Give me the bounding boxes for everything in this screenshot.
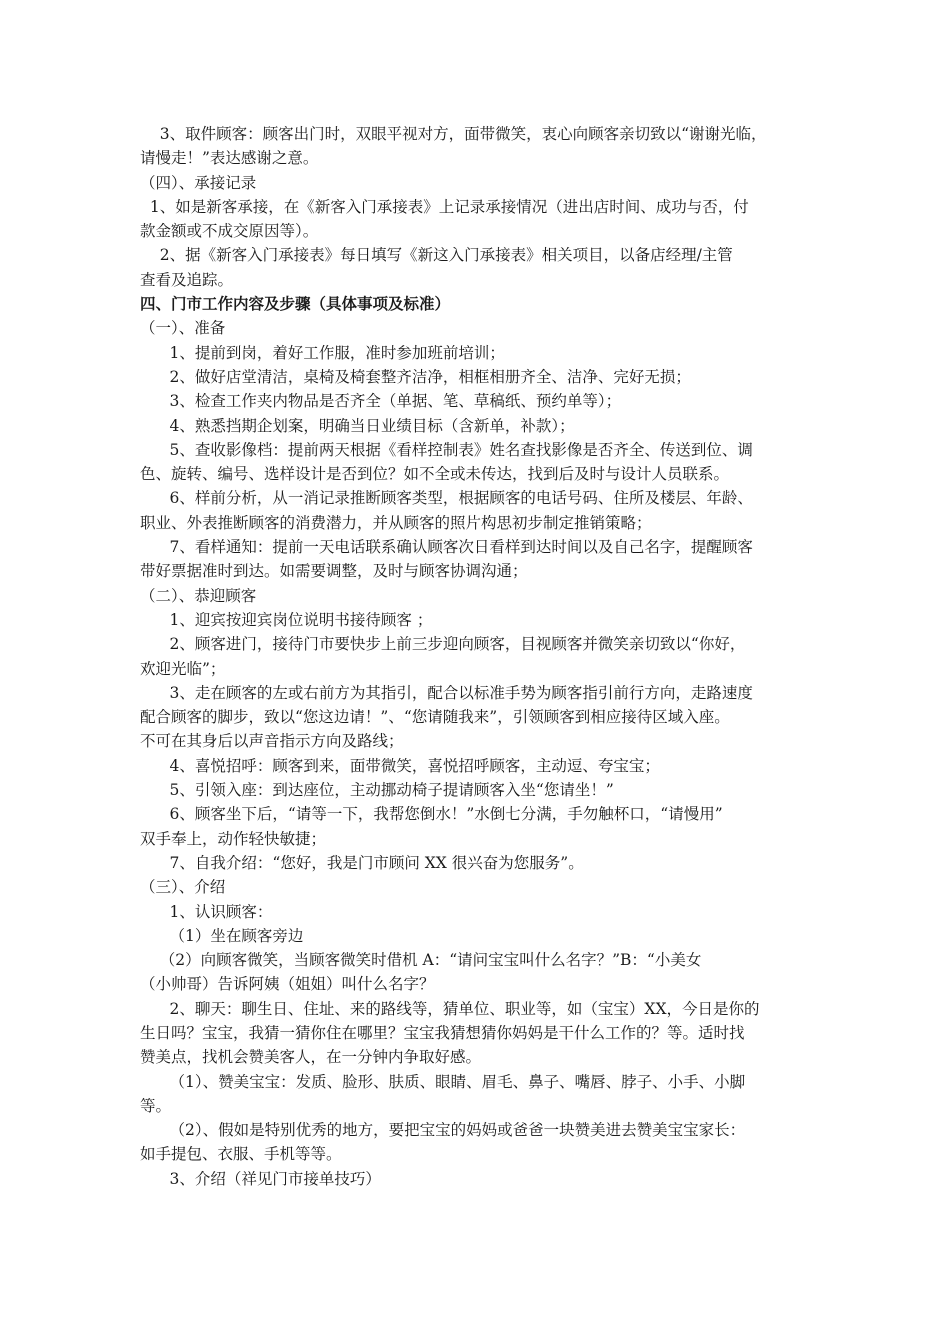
- text-line: 5、查收影像档：提前两天根据《看样控制表》姓名查找影像是否齐全、传送到位、调: [140, 440, 753, 459]
- text-line: 不可在其身后以声音指示方向及路线；: [140, 732, 404, 751]
- text-line: 职业、外表推断顾客的消费潜力，并从顾客的照片构思初步制定推销策略；: [140, 513, 652, 532]
- text-line: （小帅哥）告诉阿姨（姐姐）叫什么名字？: [140, 975, 435, 994]
- text-line: （三）、介绍: [140, 878, 226, 897]
- text-line: （2）向顾客微笑，当顾客微笑时借机 A：“请问宝宝叫什么名字？”B：“小美女: [140, 951, 702, 970]
- text-line: 3、走在顾客的左或右前方为其指引，配合以标准手势为顾客指引前行方向，走路速度: [140, 683, 753, 702]
- text-line: 7、自我介绍：“您好，我是门市顾问 XX 很兴奋为您服务”。: [140, 853, 584, 872]
- text-line: 1、认识顾客：: [140, 902, 273, 921]
- text-line: 2、聊天：聊生日、住址、来的路线等，猜单位、职业等，如（宝宝）XX，今日是你的: [140, 999, 760, 1018]
- text-line: 配合顾客的脚步，致以“您这边请！”、“您请随我来”，引领顾客到相应接待区域入座。: [140, 708, 730, 727]
- text-line: 请慢走！”表达感谢之意。: [140, 149, 319, 168]
- text-line: 色、旋转、编号、选样设计是否到位？如不全或未传达，找到后及时与设计人员联系。: [140, 465, 730, 484]
- text-line: 带好票据准时到达。如需要调整，及时与顾客协调沟通；: [140, 562, 528, 581]
- text-line: 2、据《新客入门承接表》每日填写《新这入门承接表》相关项目，以备店经理/主管: [140, 246, 733, 265]
- text-line: （二）、恭迎顾客: [140, 586, 257, 605]
- text-line: 6、顾客坐下后，“请等一下，我帮您倒水！”水倒七分满，手勿触杯口，“请慢用”: [140, 805, 723, 824]
- text-line: 2、顾客进门，接待门市要快步上前三步迎向顾客，目视顾客并微笑亲切致以“你好，: [140, 635, 746, 654]
- document-body: [140, 122, 820, 1191]
- text-line: （一）、准备: [140, 319, 226, 338]
- text-line: （2）、假如是特别优秀的地方，要把宝宝的妈妈或爸爸一块赞美进去赞美宝宝家长：: [140, 1121, 746, 1140]
- text-line: 3、介绍（祥见门市接单技巧）: [140, 1169, 381, 1188]
- section-heading: 四、门市工作内容及步骤（具体事项及标准）: [140, 294, 451, 314]
- text-line: （四）、承接记录: [140, 173, 257, 192]
- text-line: 4、喜悦招呼：顾客到来，面带微笑，喜悦招呼顾客，主动逗、夸宝宝；: [140, 756, 660, 775]
- text-line: 1、如是新客承接，在《新客入门承接表》上记录承接情况（进出店时间、成功与否，付: [140, 197, 749, 216]
- text-line: （1）、赞美宝宝：发质、脸形、肤质、眼睛、眉毛、鼻子、嘴唇、脖子、小手、小脚: [140, 1072, 746, 1091]
- text-line: 欢迎光临”；: [140, 659, 226, 678]
- text-line: 1、迎宾按迎宾岗位说明书接待顾客 ；: [140, 610, 433, 629]
- text-line: 查看及追踪。: [140, 270, 234, 289]
- text-line: 4、熟悉挡期企划案，明确当日业绩目标（含新单，补款）；: [140, 416, 575, 435]
- text-line: 生日吗？宝宝，我猜一猜你住在哪里？宝宝我猜想猜你妈妈是干什么工作的？等。适时找: [140, 1023, 745, 1042]
- text-line: 款金额或不成交原因等）。: [140, 222, 319, 241]
- text-line: 如手提包、衣服、手机等等。: [140, 1145, 342, 1164]
- text-line: 2、做好店堂清洁，桌椅及椅套整齐洁净，相框相册齐全、洁净、完好无损；: [140, 367, 691, 386]
- text-line: 5、引领入座：到达座位，主动挪动椅子提请顾客入坐“您请坐！”: [140, 781, 614, 800]
- text-line: 赞美点，找机会赞美客人，在一分钟内争取好感。: [140, 1048, 482, 1067]
- text-line: （1）坐在顾客旁边: [140, 926, 304, 945]
- text-line: 1、提前到岗，着好工作服，准时参加班前培训；: [140, 343, 505, 362]
- text-line: 等。: [140, 1096, 172, 1115]
- text-line: 3、检查工作夹内物品是否齐全（单据、笔、草稿纸、预约单等）；: [140, 392, 622, 411]
- text-line: 3、取件顾客：顾客出门时，双眼平视对方，面带微笑，衷心向顾客亲切致以“谢谢光临，: [140, 125, 767, 143]
- text-line: 双手奉上，动作轻快敏捷；: [140, 829, 327, 848]
- text-line: 6、样前分析，从一消记录推断顾客类型，根据顾客的电话号码、住所及楼层、年龄、: [140, 489, 753, 508]
- text-line: 7、看样通知：提前一天电话联系确认顾客次日看样到达时间以及自己名字，提醒顾客: [140, 538, 753, 557]
